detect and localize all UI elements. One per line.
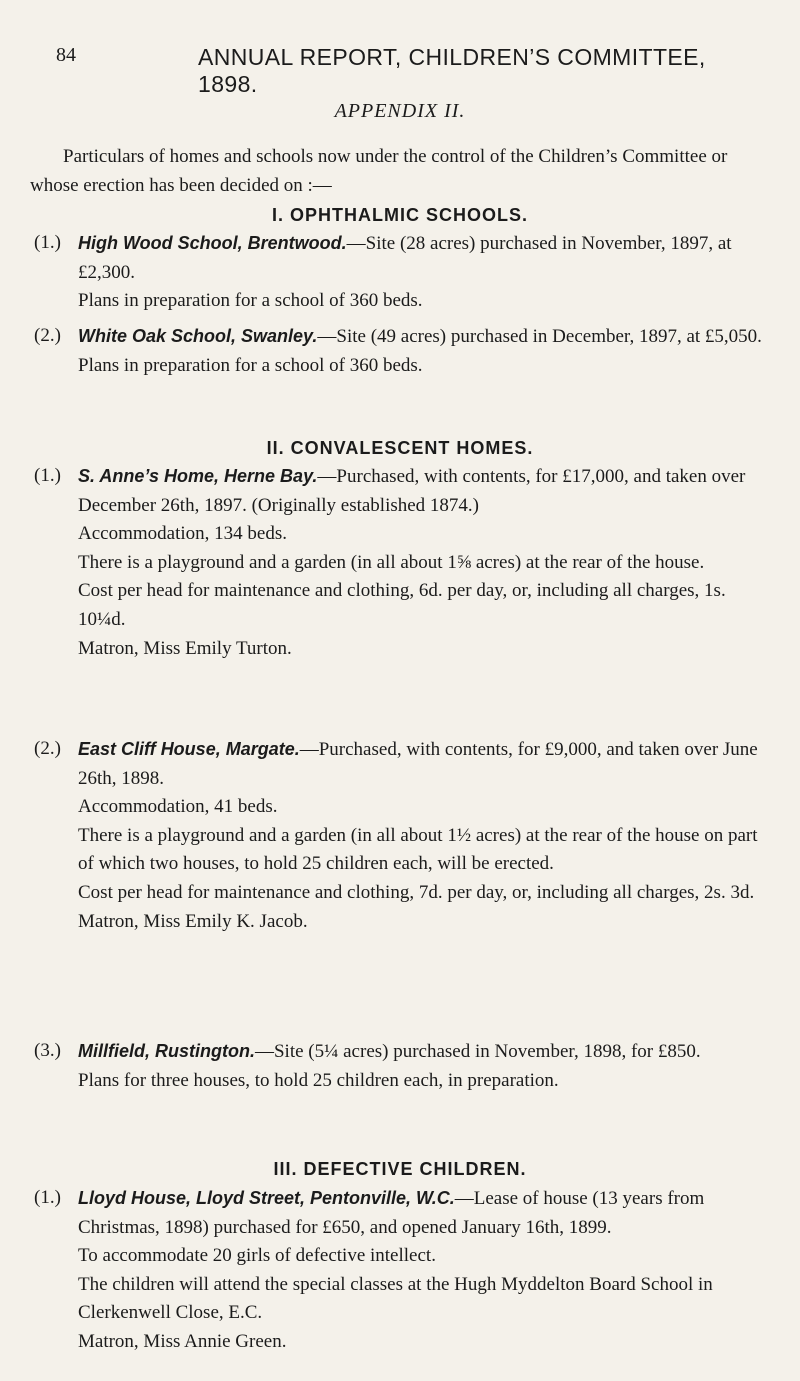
entry-number: (2.) — [34, 325, 61, 346]
section-heading-convalescent: II. CONVALESCENT HOMES. — [266, 438, 534, 458]
entry-number: (1.) — [34, 1187, 61, 1208]
entry-paragraph: Matron, Miss Annie Green. — [78, 1330, 287, 1352]
entry-paragraph: Accommodation, 41 beds. — [78, 796, 278, 818]
entry-text: —Site (28 acres) purchased in November, 1897, at £2,300. — [78, 233, 732, 283]
entry-name: High Wood School, Brentwood. — [78, 233, 347, 253]
entry-east-cliff-house — [34, 735, 764, 936]
entry-name: White Oak School, Swanley. — [78, 326, 318, 346]
entry-number: (3.) — [34, 1040, 61, 1061]
entry-paragraph: Plans for three houses, to hold 25 children each, in preparation. — [78, 1069, 559, 1091]
entry-paragraph: Plans in preparation for a school of 360 beds. — [78, 354, 423, 376]
entry-number: (1.) — [34, 465, 61, 486]
section-heading-defective: III. DEFECTIVE CHILDREN. — [273, 1159, 527, 1179]
appendix-title: APPENDIX II. — [334, 100, 466, 122]
entry-white-oak-school — [34, 322, 764, 380]
entry-paragraph: Cost per head for maintenance and clothing, 7d. per day, or, including all charges, 2s. 3d. — [78, 881, 755, 903]
entry-name: Millfield, Rustington. — [78, 1041, 255, 1061]
entry-name: East Cliff House, Margate. — [78, 739, 300, 759]
entry-paragraph: Matron, Miss Emily Turton. — [78, 637, 292, 659]
entry-paragraph: Accommodation, 134 beds. — [78, 523, 287, 545]
entry-number: (1.) — [34, 232, 61, 253]
section-heading-ophthalmic: I. OPHTHALMIC SCHOOLS. — [272, 205, 528, 225]
entry-millfield — [34, 1037, 764, 1095]
entry-text: —Lease of house (13 years from Christmas, 1898) purchased for £650, and opened January 16th, 1899. — [78, 1188, 705, 1238]
entry-paragraph: To accommodate 20 girls of defective intellect. — [78, 1245, 436, 1267]
entry-paragraph: There is a playground and a garden (in all about 1½ acres) at the rear of the house on part of which two houses, to hold 25 children each, will be erected. — [78, 824, 758, 875]
entry-number: (2.) — [34, 738, 61, 759]
running-title: ANNUAL REPORT, CHILDREN’S COMMITTEE, 1898. — [198, 44, 706, 97]
entry-paragraph: Matron, Miss Emily K. Jacob. — [78, 910, 308, 932]
entry-paragraph: Cost per head for maintenance and clothing, 6d. per day, or, including all charges, 1s. 10¼d. — [78, 580, 726, 630]
entry-name: S. Anne’s Home, Herne Bay. — [78, 466, 318, 486]
entry-paragraph: The children will attend the special classes at the Hugh Myddelton Board School in Clerkenwell Close, E.C. — [78, 1273, 713, 1324]
entry-paragraph: There is a playground and a garden (in all about 1⅝ acres) at the rear of the house. — [78, 551, 705, 573]
entry-text: —Purchased, with contents, for £17,000, and taken over December 26th, 1897. (Originally established 1874.) — [78, 466, 746, 516]
entry-high-wood-school — [34, 229, 764, 316]
running-header — [56, 44, 744, 97]
entry-text: —Site (49 acres) purchased in December, 1897, at £5,050. — [317, 326, 762, 347]
entry-text: —Purchased, with contents, for £9,000, and taken over June 26th, 1898. — [78, 739, 758, 789]
entry-paragraph: Plans in preparation for a school of 360 beds. — [78, 290, 423, 312]
entry-name: Lloyd House, Lloyd Street, Pentonville, W.C. — [78, 1188, 455, 1208]
entry-lloyd-house — [34, 1184, 764, 1357]
entry-s-annes-home — [34, 462, 764, 663]
entry-text: —Site (5¼ acres) purchased in November, 1898, for £850. — [254, 1041, 701, 1062]
intro-paragraph: Particulars of homes and schools now under the control of the Children’s Committee or whose erection has been decided on :— — [30, 146, 728, 196]
page-number: 84 — [56, 44, 76, 66]
